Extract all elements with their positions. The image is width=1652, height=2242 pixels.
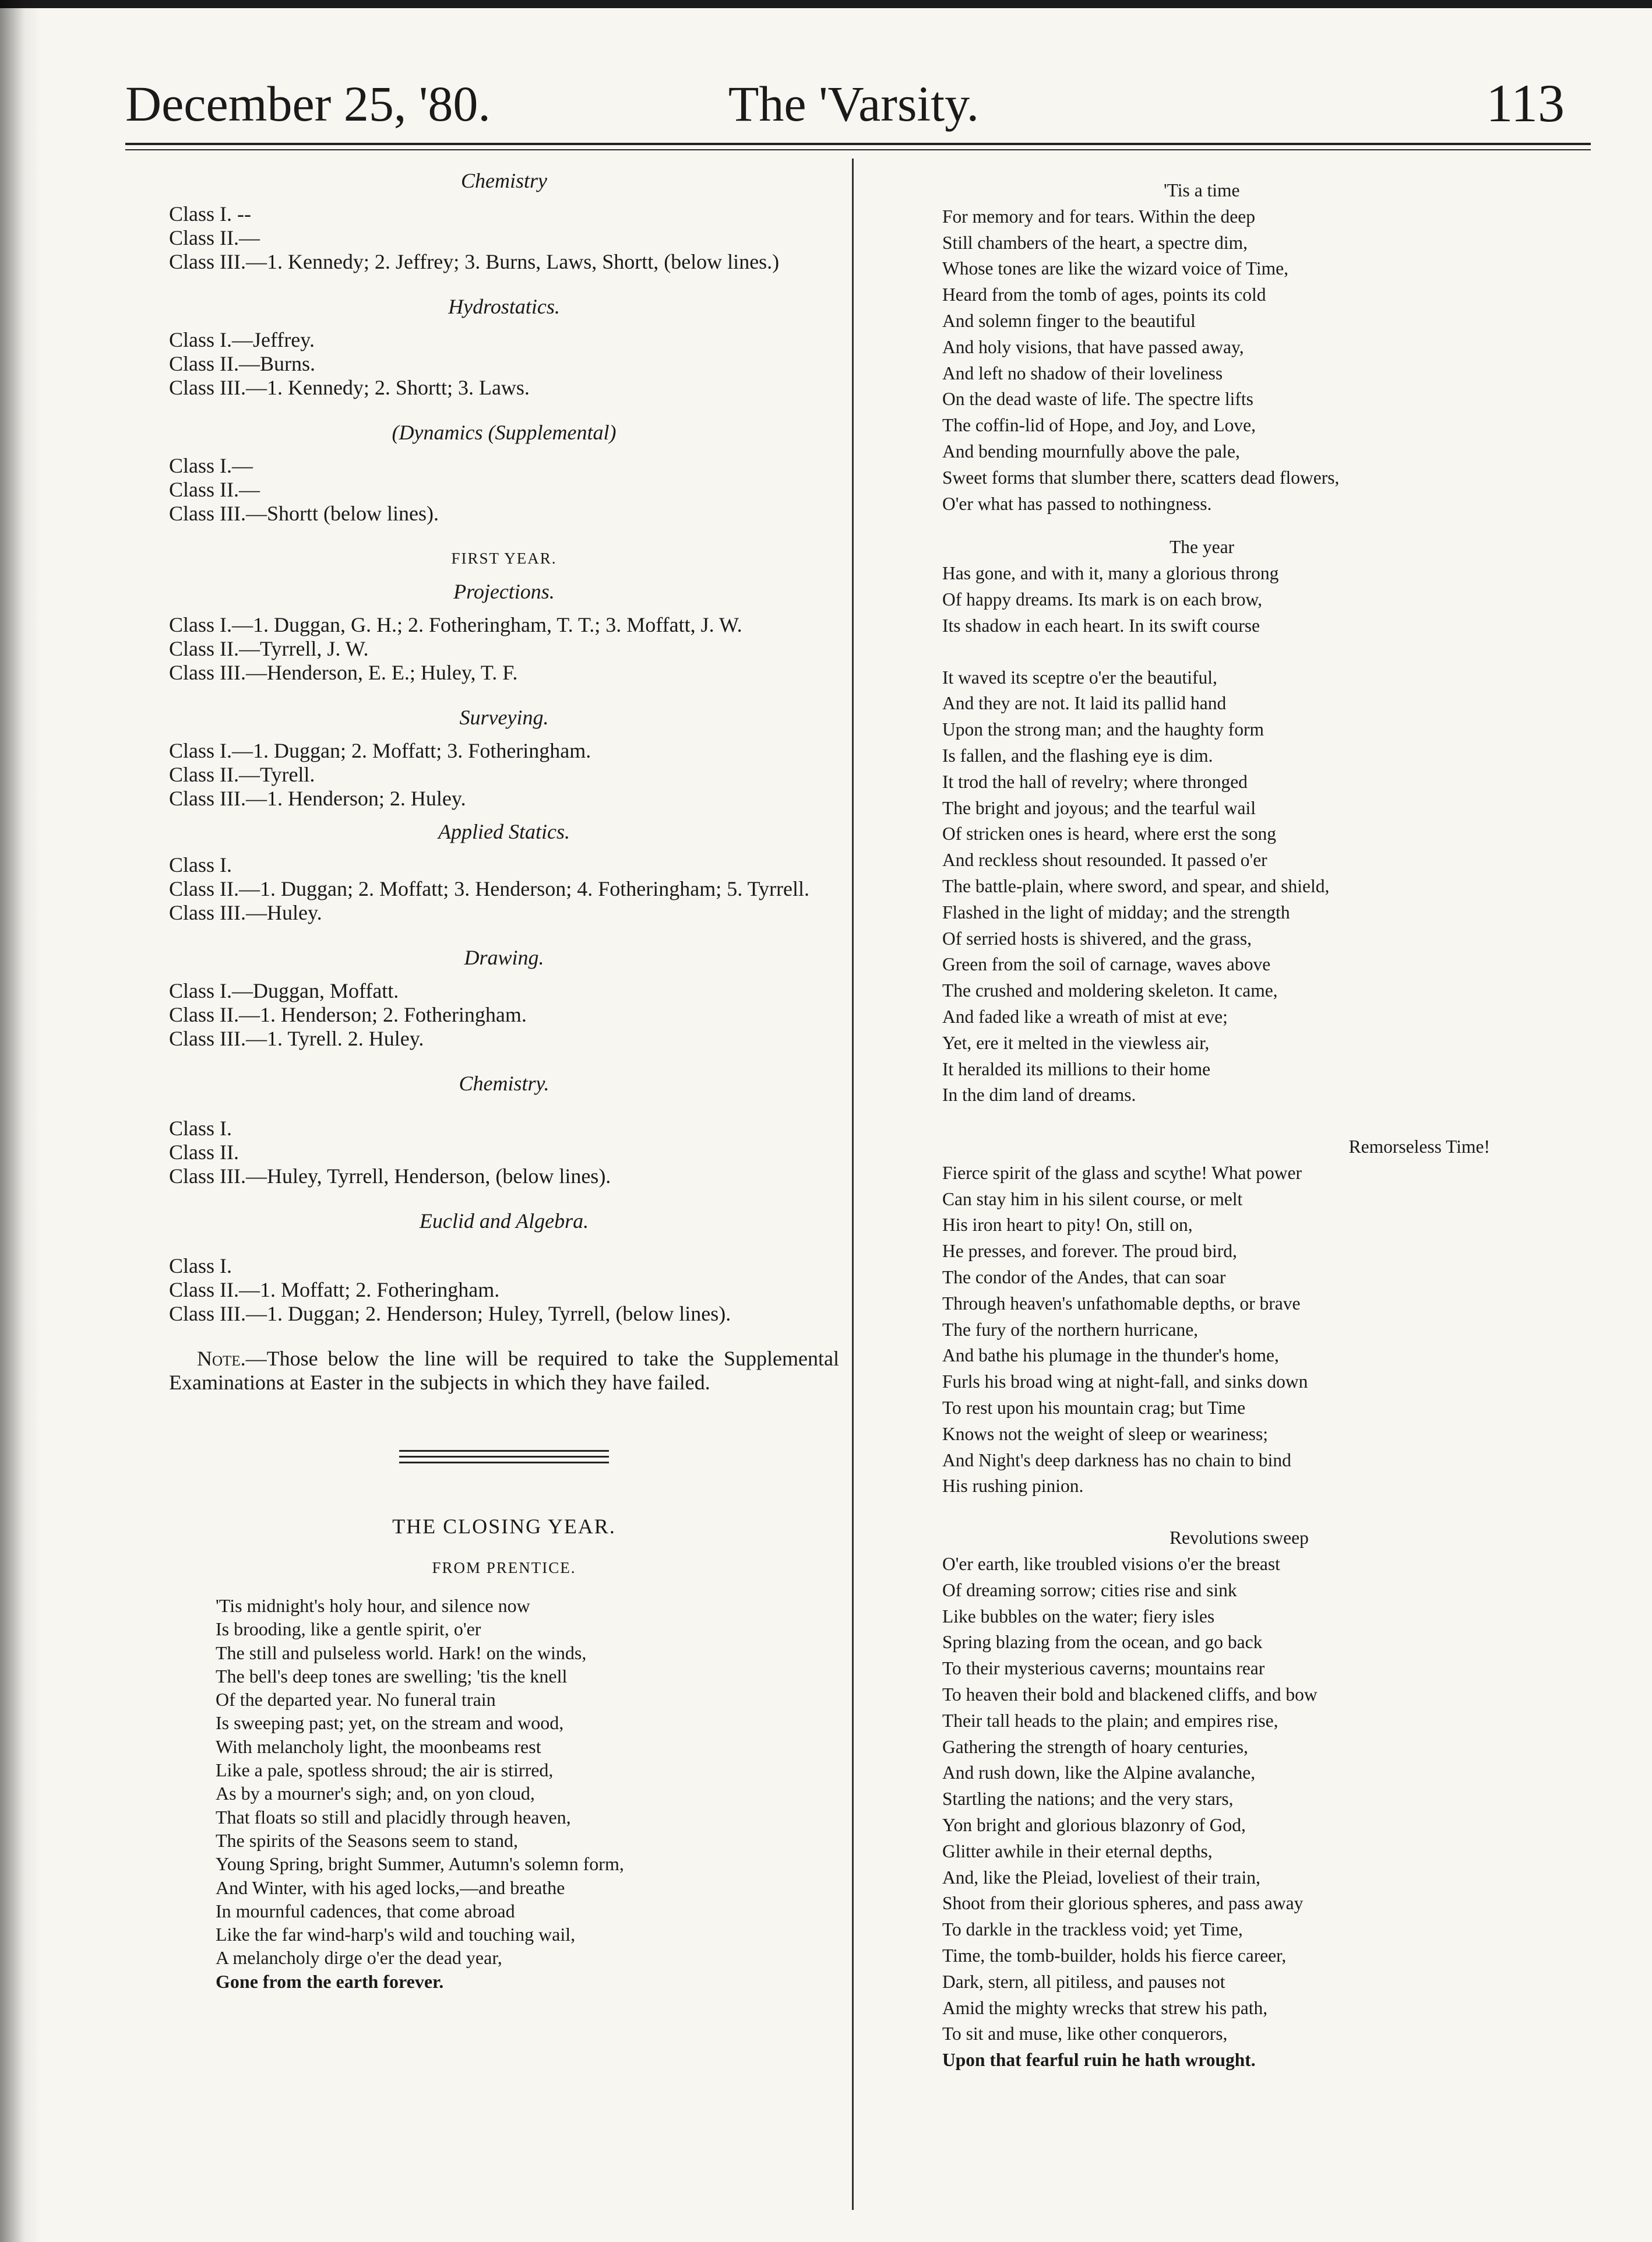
poem-line: The fury of the northern hurricane, [942,1319,1199,1340]
class-line: Class III.—Huley. [169,901,322,924]
poem-line: Dark, stern, all pitiless, and pauses not [942,1971,1225,1992]
poem-source: FROM PRENTICE. [432,1559,576,1576]
poem-line: Startling the nations; and the very stars, [942,1789,1234,1810]
section-title: Projections. [453,580,555,603]
poem-line: Of dreaming sorrow; cities rise and sink [942,1579,1237,1600]
poem-line: In mournful cadences, that come abroad [216,1900,515,1921]
poem-title: THE CLOSING YEAR. [392,1515,616,1538]
class-line: Class III.—1. Kennedy; 2. Shortt; 3. Laws. [169,376,530,399]
first-year-heading: FIRST YEAR. [451,550,557,567]
poem-line: The bright and joyous; and the tearful wail [942,797,1256,818]
note-label: Note. [197,1347,246,1370]
poem-line: Its shadow in each heart. In its swift course [942,615,1260,636]
class-line: Class II.— [169,226,260,249]
poem-line: Their tall heads to the plain; and empires rise, [942,1710,1278,1731]
note-text: —Those below the line will be required to take the Supplemental Examinations at Easter in the subjects in which they have failed. [169,1347,839,1394]
poem-line: And bathe his plumage in the thunder's home, [942,1345,1279,1366]
poem-line: Time, the tomb-builder, holds his fierce career, [942,1945,1287,1966]
poem-line: Sweet forms that slumber there, scatters dead flowers, [942,467,1340,488]
poem-line: Of stricken ones is heard, where erst the song [942,823,1276,844]
poem-line: A melancholy dirge o'er the dead year, [216,1947,502,1969]
poem-line: To sit and muse, like other conquerors, [942,2023,1228,2044]
section-title: Drawing. [464,946,544,969]
poem-line: Heard from the tomb of ages, points its cold [942,284,1266,305]
poem-line: Green from the soil of carnage, waves above [942,954,1271,975]
poem-line: Yet, ere it melted in the viewless air, [942,1032,1210,1053]
class-line: Class III.—Shortt (below lines). [169,502,439,525]
header-rule-thick [125,143,1591,145]
stanza-lead: 'Tis a time [1164,180,1240,200]
section-surveying [169,706,839,811]
section-title: Applied Statics. [438,820,570,843]
poem-line: Through heaven's unfathomable depths, or brave [942,1293,1301,1314]
poem-line: Shoot from their glorious spheres, and pass away [942,1893,1304,1914]
poem-line: Still chambers of the heart, a spectre dim, [942,232,1248,253]
class-line: Class I. [169,1254,232,1277]
poem-line: Amid the mighty wrecks that strew his path, [942,1997,1268,2018]
class-line: Class I. -- [169,202,251,226]
page-top-edge [0,0,1652,8]
poem-line: Like a pale, spotless shroud; the air is stirred, [216,1759,554,1781]
section-applied-statics [169,820,839,925]
class-line: Class I.—Jeffrey. [169,328,315,351]
poem-line: For memory and for tears. Within the deep [942,206,1256,227]
poem-line: And reckless shout resounded. It passed o'er [942,850,1267,871]
page-number: 113 [1486,73,1565,133]
poem-opening-stanza [169,1594,839,1993]
poem-line: His iron heart to pity! On, still on, [942,1215,1193,1236]
poem-line: To darkle in the trackless void; yet Time, [942,1919,1243,1940]
poem-line: Gathering the strength of hoary centuries, [942,1736,1248,1757]
page-header [125,70,1582,134]
class-line: Class II.—1. Moffatt; 2. Fotheringham. [169,1278,500,1301]
poem-line: And faded like a wreath of mist at eve; [942,1006,1228,1027]
poem-line: Gone from the earth forever. [216,1970,444,1992]
class-line: Class I.—1. Duggan; 2. Moffatt; 3. Fotheringham. [169,739,591,762]
class-line: Class III.—1. Tyrell. 2. Huley. [169,1027,424,1050]
poem-line: O'er earth, like troubled visions o'er the breast [942,1554,1280,1575]
poem-line: Has gone, and with it, many a glorious throng [942,563,1279,584]
class-line: Class III.—1. Henderson; 2. Huley. [169,787,466,810]
poem-line: To rest upon his mountain crag; but Time [942,1398,1246,1419]
section-chemistry-second [169,169,839,274]
class-line: Class III.—1. Duggan; 2. Henderson; Huley, Tyrrell, (below lines). [169,1302,731,1325]
poem-line: And rush down, like the Alpine avalanche, [942,1762,1256,1783]
class-line: Class II.—1. Duggan; 2. Moffatt; 3. Henderson; 4. Fotheringham; 5. Tyrrell. [169,877,810,900]
class-line: Class II.—Tyrrell, J. W. [169,637,369,660]
note-paragraph [169,1347,839,1395]
poem-line: And holy visions, that have passed away, [942,336,1244,357]
section-title: Hydrostatics. [448,295,560,318]
poem-line: To their mysterious caverns; mountains rear [942,1658,1265,1679]
poem-line: Is sweeping past; yet, on the stream and wood, [216,1712,564,1734]
page-binding-shadow [0,0,41,2242]
section-projections [169,580,839,685]
poem-line: And left no shadow of their loveliness [942,362,1223,383]
poem-line: O'er what has passed to nothingness. [942,493,1212,514]
poem-line: The coffin-lid of Hope, and Joy, and Love, [942,415,1256,436]
section-divider [399,1450,609,1463]
poem-line: And they are not. It laid its pallid hand [942,693,1227,714]
poem-line: Flashed in the light of midday; and the strength [942,902,1290,923]
left-column [169,169,839,1993]
poem-line: Spring blazing from the ocean, and go back [942,1632,1263,1653]
poem-line: Of serried hosts is shivered, and the grass, [942,928,1252,949]
section-dynamics [169,421,839,526]
class-line: Class I. [169,853,232,877]
header-rule-thin [125,149,1591,150]
section-title: Euclid and Algebra. [419,1209,589,1233]
poem-line: Like the far wind-harp's wild and touching wail, [216,1924,576,1945]
poem-line: Of happy dreams. Its mark is on each brow, [942,589,1263,610]
poem-line: It trod the hall of revelry; where thronged [942,771,1248,792]
class-line: Class III.—Huley, Tyrrell, Henderson, (below lines). [169,1164,611,1188]
poem-line: Young Spring, bright Summer, Autumn's solemn form, [216,1853,624,1875]
section-drawing [169,946,839,1051]
class-line: Class I.—Duggan, Moffatt. [169,979,399,1002]
class-line: Class III.—1. Kennedy; 2. Jeffrey; 3. Burns, Laws, Shortt, (below lines.) [169,250,780,273]
class-line: Class II.— [169,478,260,501]
poem-line: With melancholy light, the moonbeams rest [216,1736,541,1757]
poem-line: To heaven their bold and blackened cliffs, and bow [942,1684,1318,1705]
stanza-lead: Remorseless Time! [1348,1136,1490,1157]
poem-line: And, like the Pleiad, loveliest of their train, [942,1867,1260,1888]
poem-line: The battle-plain, where sword, and spear, and shield, [942,875,1330,896]
poem-line: He presses, and forever. The proud bird, [942,1241,1237,1262]
poem-line: Furls his broad wing at night-fall, and sinks down [942,1371,1308,1392]
class-line: Class II.—Burns. [169,352,315,375]
poem-line: The condor of the Andes, that can soar [942,1267,1226,1288]
poem-line: His rushing pinion. [942,1476,1084,1497]
poem-line: On the dead waste of life. The spectre lifts [942,389,1253,410]
stanza-lead: The year [1170,537,1235,558]
poem-line: The still and pulseless world. Hark! on the winds, [216,1642,587,1663]
poem-line: And bending mournfully above the pale, [942,441,1240,462]
poem-line: It waved its sceptre o'er the beautiful, [942,667,1217,688]
class-line: Class II.—Tyrell. [169,763,315,786]
poem-line: And solemn finger to the beautiful [942,310,1196,331]
poem-line: Is fallen, and the flashing eye is dim. [942,745,1213,766]
class-line: Class I. [169,1117,232,1140]
poem-line: Glitter awhile in their eternal depths, [942,1840,1213,1861]
poem-line: That floats so still and placidly through heaven, [216,1806,571,1828]
stanza-lead: Revolutions sweep [1170,1527,1309,1548]
poem-line: The crushed and moldering skeleton. It came, [942,980,1278,1001]
section-euclid-algebra [169,1209,839,1326]
publication-title: The 'Varsity. [728,76,980,132]
class-line: Class II. [169,1141,239,1164]
poem-line: Like bubbles on the water; fiery isles [942,1606,1215,1627]
poem-line: Can stay him in his silent course, or melt [942,1188,1243,1209]
section-title: Chemistry [461,169,547,192]
poem-line: In the dim land of dreams. [942,1085,1136,1106]
column-divider [852,159,854,2210]
poem-line: And Winter, with his aged locks,—and breathe [216,1877,565,1898]
poem-line: Upon that fearful ruin he hath wrought. [942,2050,1256,2071]
section-chemistry-first [169,1072,839,1188]
section-title: Surveying. [459,706,549,729]
poem-line: Yon bright and glorious blazonry of God, [942,1815,1246,1836]
section-title: (Dynamics (Supplemental) [392,421,617,444]
section-hydrostatics [169,295,839,400]
poem-line: Is brooding, like a gentle spirit, o'er [216,1618,481,1640]
poem-line: The spirits of the Seasons seem to stand, [216,1829,519,1851]
poem-line: And Night's deep darkness has no chain to bind [942,1449,1291,1470]
class-line: Class III.—Henderson, E. E.; Huley, T. F. [169,661,518,684]
class-line: Class II.—1. Henderson; 2. Fotheringham. [169,1003,527,1026]
issue-date: December 25, '80. [125,76,491,132]
poem-line: Whose tones are like the wizard voice of Time, [942,258,1288,279]
poem-line: 'Tis midnight's holy hour, and silence now [216,1595,530,1616]
poem-line: It heralded its millions to their home [942,1058,1211,1079]
poem-line: Knows not the weight of sleep or weariness; [942,1423,1269,1444]
poem-line: Of the departed year. No funeral train [216,1689,496,1710]
poem-line: Fierce spirit of the glass and scythe! What power [942,1162,1302,1183]
class-line: Class I.—1. Duggan, G. H.; 2. Fotheringham, T. T.; 3. Moffatt, J. W. [169,613,742,636]
section-title: Chemistry. [459,1072,550,1095]
poem-line: Upon the strong man; and the haughty form [942,719,1264,740]
right-column [942,178,1531,2074]
class-line: Class I.— [169,454,253,477]
poem-line: The bell's deep tones are swelling; 'tis the knell [216,1665,568,1687]
poem-line: As by a mourner's sigh; and, on yon cloud, [216,1783,535,1804]
